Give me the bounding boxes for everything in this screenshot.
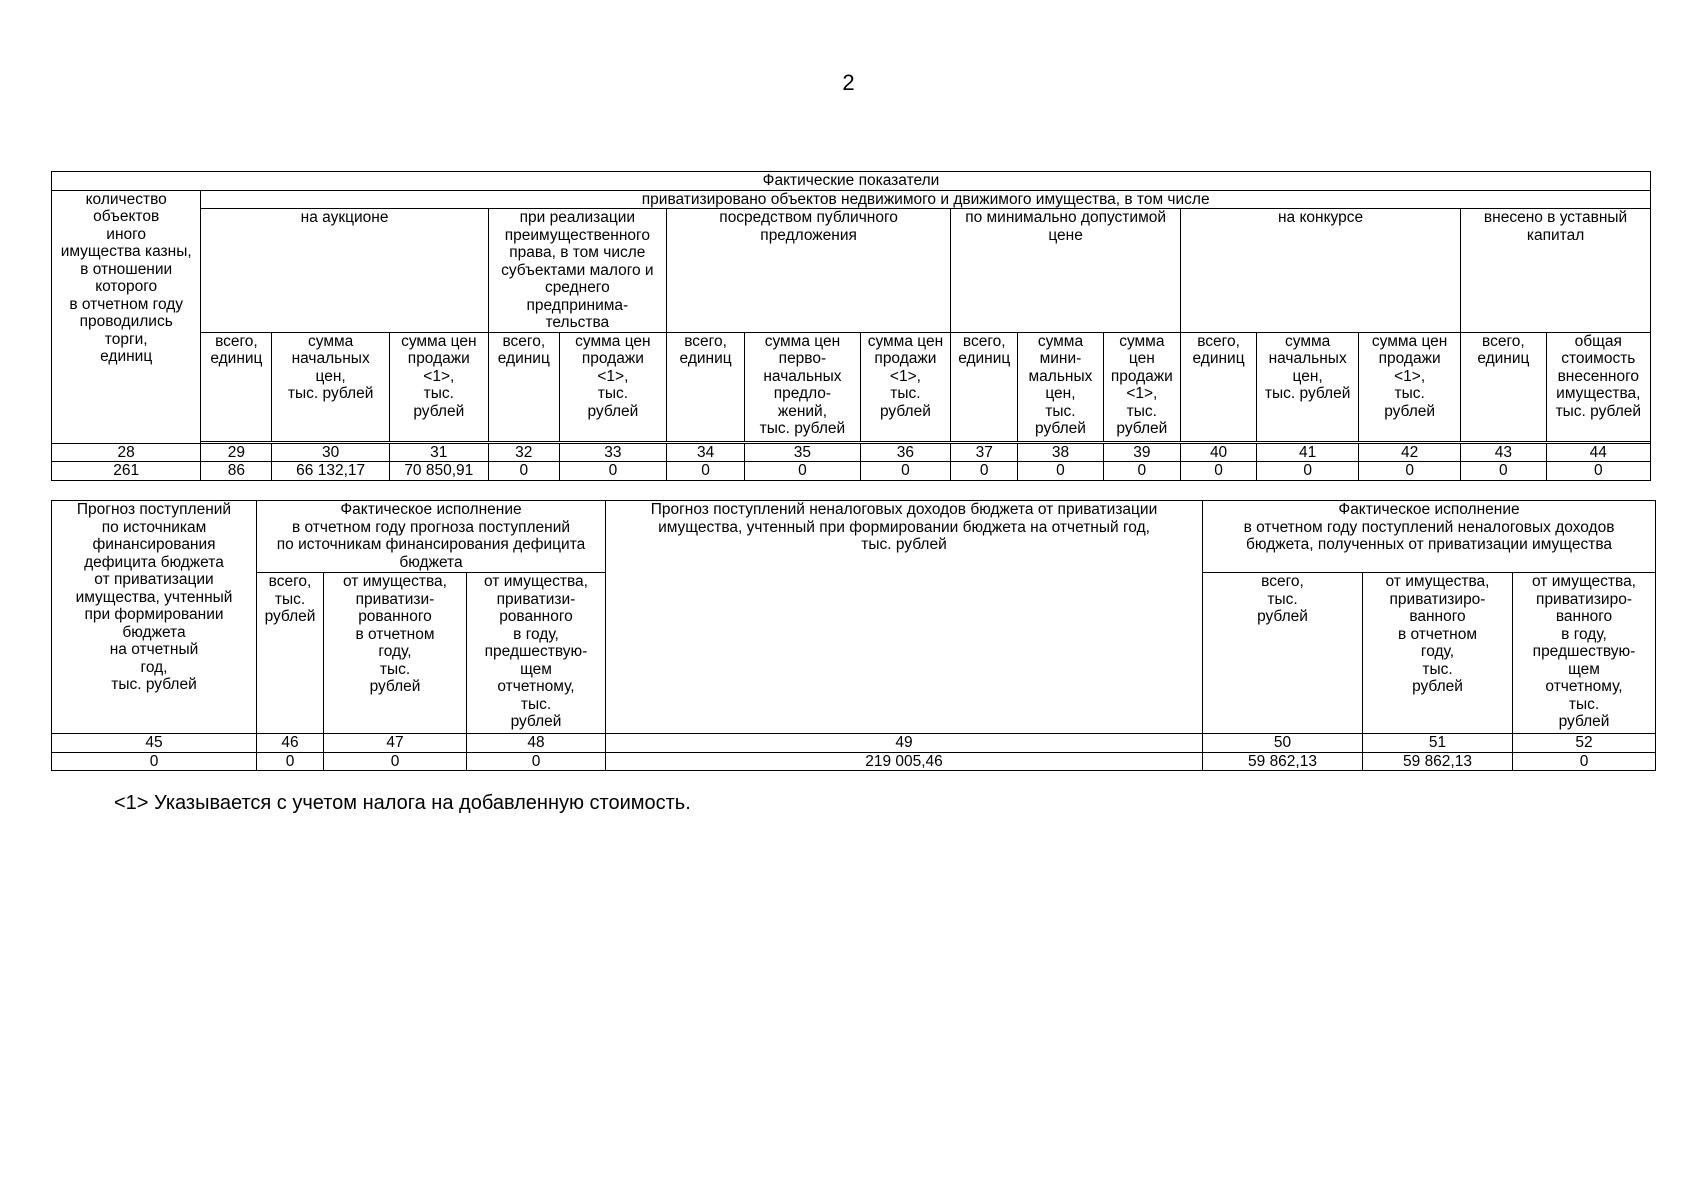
value-cell: 0	[1359, 462, 1461, 481]
subheader-cell: всего, единиц	[666, 332, 744, 441]
subheader-cell: сумма цен перво- начальных предло- жений, тыс. рублей	[745, 332, 860, 441]
group-public-offer: посредством публичного предложения	[666, 209, 950, 333]
group-auction: на аукционе	[201, 209, 488, 333]
table1-title: Фактические показатели	[52, 172, 1651, 191]
column-number: 47	[324, 734, 467, 753]
subheader-cell: от имущества, приватизи- рованного в отчетном году, тыс. рублей	[324, 573, 467, 734]
group-min-price: по минимально допустимой цене	[951, 209, 1181, 333]
column-number: 49	[606, 734, 1203, 753]
value-cell: 0	[324, 752, 467, 771]
value-cell: 0	[860, 462, 951, 481]
subheader-cell: сумма цен продажи <1>, тыс. рублей	[389, 332, 488, 441]
header-objects-count: количество объектов иного имущества казны, в отношении которого в отчетном году проводились торги, единиц	[52, 190, 201, 443]
header-forecast-nontax: Прогноз поступлений неналоговых доходов бюджета от приватизации имущества, учтенный при формировании бюджета на отчетный год, тыс. рублей	[606, 501, 1203, 734]
column-number: 28	[52, 443, 201, 462]
column-number: 41	[1257, 443, 1359, 462]
value-cell: 0	[559, 462, 666, 481]
value-cell: 86	[201, 462, 272, 481]
subheader-cell: от имущества, приватизиро- ванного в отчетном году, тыс. рублей	[1363, 573, 1513, 734]
value-cell: 70 850,91	[389, 462, 488, 481]
group-preemptive-right: при реализации преимущественного права, в том числе субъектами малого и среднего предпринима- тельства	[488, 209, 666, 333]
column-number: 35	[745, 443, 860, 462]
column-number: 29	[201, 443, 272, 462]
column-number: 44	[1546, 443, 1650, 462]
value-cell: 0	[1180, 462, 1256, 481]
column-number: 51	[1363, 734, 1513, 753]
value-cell: 0	[1513, 752, 1656, 771]
subheader-cell: всего, единиц	[1180, 332, 1256, 441]
column-number: 37	[951, 443, 1018, 462]
subheader-cell: сумма цен продажи <1>, тыс. рублей	[559, 332, 666, 441]
subheader-cell: сумма цен продажи <1>, тыс. рублей	[860, 332, 951, 441]
value-cell: 59 862,13	[1363, 752, 1513, 771]
subheader-cell: всего, единиц	[951, 332, 1018, 441]
subheader-cell: общая стоимость внесенного имущества, тыс. рублей	[1546, 332, 1650, 441]
column-number: 36	[860, 443, 951, 462]
subheader-cell: всего, единиц	[201, 332, 272, 441]
header-actual-nontax: Фактическое исполнение в отчетном году поступлений неналоговых доходов бюджета, полученных от приватизации имущества	[1203, 501, 1656, 573]
value-cell: 0	[1018, 462, 1104, 481]
value-cell: 0	[951, 462, 1018, 481]
page-number: 2	[842, 70, 855, 95]
header-forecast-sources: Прогноз поступлений по источникам финансирования дефицита бюджета от приватизации имущества, учтенный при формировании бюджета на отчетный год, тыс. рублей	[52, 501, 257, 734]
header-actual-sources: Фактическое исполнение в отчетном году прогноза поступлений по источникам финансирования дефицита бюджета	[257, 501, 606, 573]
column-number: 42	[1359, 443, 1461, 462]
column-number: 50	[1203, 734, 1363, 753]
value-cell: 0	[488, 462, 559, 481]
footnote: <1> Указывается с учетом налога на добавленную стоимость.	[114, 792, 691, 814]
subheader-cell: всего, единиц	[1461, 332, 1547, 441]
subheader-cell: всего, тыс. рублей	[1203, 573, 1363, 734]
column-number: 38	[1018, 443, 1104, 462]
value-cell: 0	[1103, 462, 1180, 481]
subheader-cell: сумма начальных цен, тыс. рублей	[1257, 332, 1359, 441]
value-cell: 59 862,13	[1203, 752, 1363, 771]
value-cell: 0	[666, 462, 744, 481]
privatization-revenue-table	[51, 500, 1656, 771]
value-cell: 219 005,46	[606, 752, 1203, 771]
subheader-cell: от имущества, приватизи- рованного в году, предшествую- щем отчетному, тыс. рублей	[467, 573, 606, 734]
subheader-cell: от имущества, приватизиро- ванного в году, предшествую- щем отчетному, тыс. рублей	[1513, 573, 1656, 734]
subheader-cell: сумма цен продажи <1>, тыс. рублей	[1103, 332, 1180, 441]
value-cell: 0	[52, 752, 257, 771]
header-privatized: приватизировано объектов недвижимого и движимого имущества, в том числе	[201, 190, 1651, 209]
value-cell: 0	[1546, 462, 1650, 481]
group-authorized-capital: внесено в уставный капитал	[1461, 209, 1651, 333]
column-number: 45	[52, 734, 257, 753]
column-number: 46	[257, 734, 324, 753]
value-cell: 0	[1257, 462, 1359, 481]
column-number: 32	[488, 443, 559, 462]
value-cell: 261	[52, 462, 201, 481]
value-cell: 0	[467, 752, 606, 771]
column-number: 48	[467, 734, 606, 753]
value-cell: 0	[745, 462, 860, 481]
privatization-results-table	[51, 171, 1651, 481]
column-number: 40	[1180, 443, 1256, 462]
group-competition: на конкурсе	[1180, 209, 1460, 333]
column-number: 43	[1461, 443, 1547, 462]
column-number: 31	[389, 443, 488, 462]
column-number: 52	[1513, 734, 1656, 753]
subheader-cell: сумма начальных цен, тыс. рублей	[272, 332, 389, 441]
column-number: 39	[1103, 443, 1180, 462]
value-cell: 0	[257, 752, 324, 771]
subheader-cell: сумма цен продажи <1>, тыс. рублей	[1359, 332, 1461, 441]
subheader-cell: всего, тыс. рублей	[257, 573, 324, 734]
value-cell: 66 132,17	[272, 462, 389, 481]
column-number: 33	[559, 443, 666, 462]
subheader-cell: всего, единиц	[488, 332, 559, 441]
column-number: 30	[272, 443, 389, 462]
subheader-cell: сумма мини- мальных цен, тыс. рублей	[1018, 332, 1104, 441]
value-cell: 0	[1461, 462, 1547, 481]
column-number: 34	[666, 443, 744, 462]
